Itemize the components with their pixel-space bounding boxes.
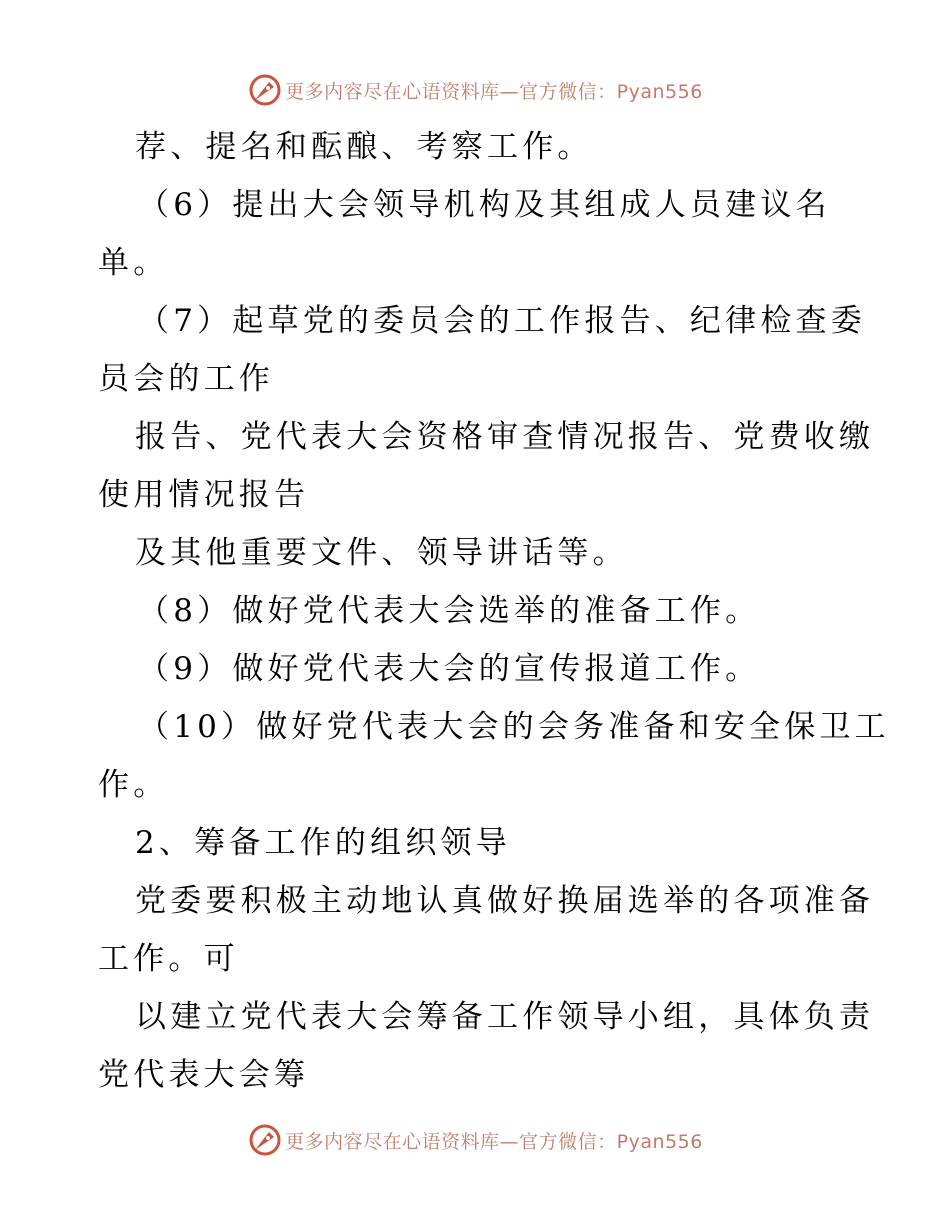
pen-nib-logo-icon <box>247 72 283 108</box>
footer-watermark <box>0 1120 950 1160</box>
text-line: 工作。可 <box>98 941 239 977</box>
watermark-text: 更多内容尽在心语资料库—官方微信：Pyan556 <box>285 80 703 103</box>
text-line: 党代表大会筹 <box>98 1057 310 1093</box>
document-body <box>98 118 890 1104</box>
text-line: 党委要积极主动地认真做好换届选举的各项准备 <box>135 883 875 919</box>
text-line: 员会的工作 <box>98 361 274 397</box>
watermark-text: 更多内容尽在心语资料库—官方微信：Pyan556 <box>285 1130 703 1153</box>
text-line: 以建立党代表大会筹备工作领导小组，具体负责 <box>135 999 875 1035</box>
text-line: 报告、党代表大会资格审查情况报告、党费收缴 <box>135 419 875 455</box>
text-line: 使用情况报告 <box>98 477 310 513</box>
text-line: （8）做好党代表大会选举的准备工作。 <box>138 593 761 629</box>
text-line: 作。 <box>98 767 169 803</box>
text-line: （7）起草党的委员会的工作报告、纪律检查委 <box>138 303 866 339</box>
text-line: （6）提出大会领导机构及其组成人员建议名 <box>138 187 831 223</box>
text-line: （9）做好党代表大会的宣传报道工作。 <box>138 651 761 687</box>
text-line: 荐、提名和酝酿、考察工作。 <box>135 129 593 165</box>
header-watermark <box>0 70 950 110</box>
text-line: 及其他重要文件、领导讲话等。 <box>135 535 628 571</box>
text-line: 单。 <box>98 245 169 281</box>
text-line: （10）做好党代表大会的会务准备和安全保卫工 <box>138 709 890 745</box>
section-heading: 2、筹备工作的组织领导 <box>135 825 511 861</box>
pen-nib-logo-icon <box>247 1122 283 1158</box>
